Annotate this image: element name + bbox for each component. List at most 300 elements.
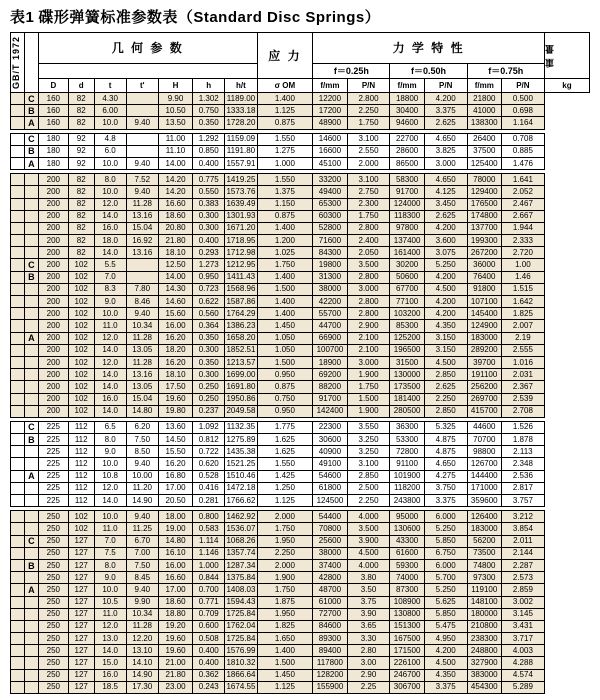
cell-h-over-t: 1301.93	[225, 210, 257, 222]
cell-P-025: 2.90	[347, 669, 390, 681]
cell-h-over-t: 1472.18	[225, 482, 257, 494]
cell-f-025: 61800	[313, 482, 347, 494]
table-row	[11, 681, 590, 693]
table-row	[11, 495, 590, 507]
cell-f-075: 26400	[467, 133, 501, 145]
row-std-cell	[11, 547, 25, 559]
cell-t: 12.0	[94, 356, 126, 368]
cell-d: 102	[68, 308, 94, 320]
cell-f-025: 88200	[313, 381, 347, 393]
row-std-cell	[11, 259, 25, 271]
cell-f-075: 36000	[467, 259, 501, 271]
cell-h-over-t: 1287.34	[225, 559, 257, 571]
cell-P-025: 2.800	[347, 222, 390, 234]
cell-H: 14.20	[158, 186, 192, 198]
cell-H: 21.80	[158, 235, 192, 247]
cell-D: 250	[38, 535, 68, 547]
row-series-label	[24, 620, 38, 632]
cell-sigma: 1.400	[257, 271, 313, 283]
cell-h-over-t: 1419.25	[225, 174, 257, 186]
col-f-025: f/mm	[313, 79, 347, 93]
cell-h: 0.771	[193, 596, 225, 608]
cell-f-025: 100700	[313, 344, 347, 356]
cell-h-over-t: 1462.92	[225, 511, 257, 523]
cell-D: 200	[38, 259, 68, 271]
cell-f-075: 41000	[467, 105, 501, 117]
cell-H: 12.50	[158, 259, 192, 271]
table-row	[11, 547, 590, 559]
cell-f-050: 61600	[390, 547, 424, 559]
cell-H: 16.10	[158, 547, 192, 559]
cell-D: 250	[38, 511, 68, 523]
cell-h-over-t: 1594.43	[225, 596, 257, 608]
cell-sigma: 1.950	[257, 535, 313, 547]
cell-f-050: 30200	[390, 259, 424, 271]
row-std-cell	[11, 369, 25, 381]
table-row	[11, 458, 590, 470]
row-std-cell	[11, 421, 25, 433]
table-row	[11, 535, 590, 547]
cell-f-050: 125200	[390, 332, 424, 344]
cell-t: 11.0	[94, 523, 126, 535]
cell-P-025: 2.850	[347, 470, 390, 482]
cell-f-050: 86500	[390, 157, 424, 169]
cell-P-025: 3.00	[347, 657, 390, 669]
cell-P-025: 2.900	[347, 320, 390, 332]
cell-t: 8.3	[94, 283, 126, 295]
cell-f-025: 71600	[313, 235, 347, 247]
cell-sigma: 1.275	[257, 145, 313, 157]
cell-P-025: 3.900	[347, 535, 390, 547]
cell-tprime: 11.28	[126, 332, 158, 344]
row-series-label	[24, 633, 38, 645]
cell-h-over-t: 1435.38	[225, 446, 257, 458]
cell-D: 160	[38, 105, 68, 117]
cell-sigma: 1.250	[257, 482, 313, 494]
cell-f-025: 128200	[313, 669, 347, 681]
geometry-spacer	[38, 64, 257, 79]
row-std-cell	[11, 344, 25, 356]
row-std-cell	[11, 271, 25, 283]
cell-P-050: 4.500	[424, 283, 467, 295]
std-col-header: GB/T 1972	[11, 33, 25, 93]
cell-f-025: 30600	[313, 434, 347, 446]
cell-tprime: 16.92	[126, 235, 158, 247]
cell-h: 0.812	[193, 434, 225, 446]
cell-P-025: 2.80	[347, 645, 390, 657]
cell-P-025: 2.500	[347, 482, 390, 494]
cell-sigma: 2.250	[257, 547, 313, 559]
cell-tprime: 8.50	[126, 446, 158, 458]
cell-sigma: 1.750	[257, 259, 313, 271]
cell-t: 8.0	[94, 434, 126, 446]
cell-t: 14.0	[94, 344, 126, 356]
cell-f-075: 119100	[467, 584, 501, 596]
table-row	[11, 645, 590, 657]
cell-t: 14.0	[94, 247, 126, 259]
cell-h: 0.850	[193, 145, 225, 157]
cell-f-075: 91800	[467, 283, 501, 295]
cell-P-075: 4.003	[501, 645, 544, 657]
cell-H: 15.50	[158, 446, 192, 458]
cell-h-over-t: 1557.91	[225, 157, 257, 169]
cell-P-025: 3.75	[347, 596, 390, 608]
cell-D: 250	[38, 523, 68, 535]
cell-D: 200	[38, 356, 68, 368]
cell-sigma: 1.650	[257, 633, 313, 645]
row-std-cell	[11, 186, 25, 198]
row-std-cell	[11, 222, 25, 234]
cell-f-050: 226100	[390, 657, 424, 669]
cell-P-075: 1.825	[501, 308, 544, 320]
cell-f-050: 18800	[390, 93, 424, 105]
cell-H: 14.20	[158, 174, 192, 186]
cell-P-050: 4.650	[424, 174, 467, 186]
cell-P-075: 1.00	[501, 259, 544, 271]
cell-h-over-t: 1275.89	[225, 434, 257, 446]
cell-H: 19.20	[158, 620, 192, 632]
cell-h-over-t: 1639.49	[225, 198, 257, 210]
cell-h: 0.350	[193, 356, 225, 368]
cell-D: 200	[38, 186, 68, 198]
cell-H: 16.00	[158, 559, 192, 571]
cell-h: 0.350	[193, 332, 225, 344]
cell-P-050: 3.150	[424, 332, 467, 344]
cell-h: 0.950	[193, 271, 225, 283]
cell-P-025: 1.750	[347, 210, 390, 222]
cell-f-075: 97300	[467, 572, 501, 584]
col-weight-unit: kg	[544, 79, 589, 93]
cell-f-075: 267200	[467, 247, 501, 259]
cell-tprime: 14.80	[126, 405, 158, 417]
cell-P-025: 2.550	[347, 145, 390, 157]
cell-f-025: 14600	[313, 133, 347, 145]
cell-tprime: 17.30	[126, 681, 158, 693]
cell-h: 0.622	[193, 296, 225, 308]
col-sigma: σ OM	[257, 79, 313, 93]
cell-D: 250	[38, 633, 68, 645]
cell-P-025: 3.100	[347, 174, 390, 186]
cell-P-075: 4.574	[501, 669, 544, 681]
row-std-cell	[11, 535, 25, 547]
table-row	[11, 523, 590, 535]
cell-P-075: 1.878	[501, 434, 544, 446]
col-t: t	[94, 79, 126, 93]
cell-t: 12.0	[94, 620, 126, 632]
cell-P-050: 4.125	[424, 186, 467, 198]
col-H: H	[158, 79, 192, 93]
cell-P-075: 3.212	[501, 511, 544, 523]
cell-H: 18.60	[158, 210, 192, 222]
cell-P-025: 2.750	[347, 186, 390, 198]
table-row	[11, 405, 590, 417]
cell-tprime: 7.50	[126, 559, 158, 571]
cell-tprime: 11.28	[126, 356, 158, 368]
cell-D: 200	[38, 369, 68, 381]
row-series-label	[24, 657, 38, 669]
cell-f-075: 210800	[467, 620, 501, 632]
cell-tprime: 13.05	[126, 381, 158, 393]
row-std-cell	[11, 681, 25, 693]
cell-H: 16.20	[158, 332, 192, 344]
row-series-label	[24, 283, 38, 295]
cell-H: 10.50	[158, 105, 192, 117]
cell-P-050: 2.250	[424, 393, 467, 405]
cell-P-050: 4.500	[424, 657, 467, 669]
col-f-050: f/mm	[390, 79, 424, 93]
cell-f-025: 142400	[313, 405, 347, 417]
cell-sigma: 0.875	[257, 210, 313, 222]
cell-h-over-t: 1764.29	[225, 308, 257, 320]
cell-t: 14.0	[94, 381, 126, 393]
cell-f-025: 124500	[313, 495, 347, 507]
cell-tprime: 13.16	[126, 210, 158, 222]
cell-t: 10.0	[94, 308, 126, 320]
cell-P-075: 1.46	[501, 271, 544, 283]
cell-t: 12.0	[94, 332, 126, 344]
cell-P-025: 4.500	[347, 547, 390, 559]
cell-tprime: 14.10	[126, 657, 158, 669]
cell-P-025: 3.50	[347, 584, 390, 596]
cell-D: 250	[38, 657, 68, 669]
cell-f-050: 173500	[390, 381, 424, 393]
cell-f-050: 137400	[390, 235, 424, 247]
cell-f-025: 52800	[313, 222, 347, 234]
cell-t: 18.5	[94, 681, 126, 693]
cell-P-075: 2.555	[501, 344, 544, 356]
table-row	[11, 117, 590, 129]
cell-h: 0.583	[193, 523, 225, 535]
cell-P-050: 3.000	[424, 157, 467, 169]
cell-P-050: 2.625	[424, 210, 467, 222]
cell-D: 225	[38, 446, 68, 458]
row-series-label: A	[24, 332, 38, 344]
cell-P-050: 3.450	[424, 198, 467, 210]
cell-d: 112	[68, 434, 94, 446]
row-std-cell	[11, 470, 25, 482]
cell-t: 10.0	[94, 511, 126, 523]
row-std-cell	[11, 559, 25, 571]
cell-h: 0.364	[193, 320, 225, 332]
cell-f-025: 18900	[313, 356, 347, 368]
cell-P-025: 3.000	[347, 283, 390, 295]
table-row	[11, 572, 590, 584]
cell-sigma: 1.400	[257, 93, 313, 105]
table-row	[11, 105, 590, 117]
row-series-label	[24, 222, 38, 234]
cell-h-over-t: 1375.84	[225, 572, 257, 584]
cell-D: 200	[38, 271, 68, 283]
cell-D: 225	[38, 482, 68, 494]
cell-f-050: 43300	[390, 535, 424, 547]
cell-H: 16.20	[158, 356, 192, 368]
cell-sigma: 0.875	[257, 381, 313, 393]
row-std-cell	[11, 133, 25, 145]
cell-sigma: 1.125	[257, 495, 313, 507]
cell-f-050: 151300	[390, 620, 424, 632]
row-series-label: B	[24, 559, 38, 571]
table-row	[11, 320, 590, 332]
cell-f-025: 60300	[313, 210, 347, 222]
cell-H: 17.50	[158, 381, 192, 393]
cell-P-050: 3.825	[424, 145, 467, 157]
cell-f-050: 171500	[390, 645, 424, 657]
cell-h: 0.400	[193, 235, 225, 247]
cell-H: 19.00	[158, 523, 192, 535]
cell-f-050: 103200	[390, 308, 424, 320]
cell-D: 200	[38, 308, 68, 320]
cell-D: 200	[38, 296, 68, 308]
load-group-075: f＝0.75h	[467, 64, 544, 79]
cell-h: 1.302	[193, 93, 225, 105]
cell-P-025: 4.000	[347, 511, 390, 523]
cell-h: 0.300	[193, 344, 225, 356]
cell-d: 127	[68, 559, 94, 571]
cell-f-050: 53300	[390, 434, 424, 446]
cell-D: 200	[38, 320, 68, 332]
cell-P-050: 3.375	[424, 105, 467, 117]
cell-sigma: 1.200	[257, 235, 313, 247]
cell-sigma: 2.000	[257, 511, 313, 523]
cell-f-050: 85300	[390, 320, 424, 332]
cell-H: 18.10	[158, 369, 192, 381]
cell-h-over-t: 2049.58	[225, 405, 257, 417]
cell-P-050: 3.375	[424, 681, 467, 693]
cell-h: 0.550	[193, 186, 225, 198]
cell-f-050: 243800	[390, 495, 424, 507]
cell-D: 200	[38, 283, 68, 295]
row-std-cell	[11, 596, 25, 608]
cell-d: 127	[68, 645, 94, 657]
row-series-label	[24, 393, 38, 405]
row-std-cell	[11, 157, 25, 169]
cell-P-025: 1.500	[347, 393, 390, 405]
cell-H: 14.80	[158, 535, 192, 547]
cell-f-075: 176500	[467, 198, 501, 210]
cell-f-025: 40900	[313, 446, 347, 458]
row-series-label: A	[24, 157, 38, 169]
cell-tprime: 9.90	[126, 596, 158, 608]
cell-f-025: 55700	[313, 308, 347, 320]
cell-h: 0.775	[193, 174, 225, 186]
cell-H: 16.20	[158, 458, 192, 470]
cell-H: 19.80	[158, 405, 192, 417]
cell-h: 1.273	[193, 259, 225, 271]
cell-P-075: 1.515	[501, 283, 544, 295]
cell-P-025: 2.250	[347, 495, 390, 507]
cell-P-025: 3.500	[347, 523, 390, 535]
cell-D: 160	[38, 117, 68, 129]
cell-d: 102	[68, 271, 94, 283]
cell-h-over-t: 1725.84	[225, 633, 257, 645]
cell-f-075: 73500	[467, 547, 501, 559]
cell-sigma: 1.450	[257, 320, 313, 332]
cell-H: 16.60	[158, 572, 192, 584]
cell-D: 250	[38, 669, 68, 681]
cell-P-075: 3.002	[501, 596, 544, 608]
row-series-label	[24, 572, 38, 584]
cell-P-025: 3.90	[347, 608, 390, 620]
cell-D: 200	[38, 344, 68, 356]
cell-f-025: 37400	[313, 559, 347, 571]
cell-H: 16.80	[158, 470, 192, 482]
cell-D: 250	[38, 620, 68, 632]
cell-f-025: 84300	[313, 247, 347, 259]
cell-t: 14.0	[94, 405, 126, 417]
cell-h-over-t: 1587.86	[225, 296, 257, 308]
cell-f-075: 359600	[467, 495, 501, 507]
cell-tprime: 14.90	[126, 669, 158, 681]
cell-f-025: 16600	[313, 145, 347, 157]
cell-D: 200	[38, 235, 68, 247]
row-series-label	[24, 446, 38, 458]
cell-P-075: 4.288	[501, 657, 544, 669]
geometry-header: 几 何 参 数	[38, 33, 257, 64]
cell-t: 10.0	[94, 186, 126, 198]
cell-P-075: 1.476	[501, 157, 544, 169]
row-std-cell	[11, 320, 25, 332]
cell-P-050: 4.650	[424, 458, 467, 470]
cell-P-075: 0.698	[501, 105, 544, 117]
cell-f-025: 19800	[313, 259, 347, 271]
cell-h-over-t: 1691.80	[225, 381, 257, 393]
cell-P-075: 3.431	[501, 620, 544, 632]
cell-P-025: 2.800	[347, 271, 390, 283]
cell-sigma: 1.125	[257, 681, 313, 693]
cell-h-over-t: 1766.62	[225, 495, 257, 507]
cell-tprime: 9.40	[126, 584, 158, 596]
cell-f-075: 129400	[467, 186, 501, 198]
cell-tprime: 12.20	[126, 633, 158, 645]
cell-d: 82	[68, 93, 94, 105]
cell-t: 5.5	[94, 259, 126, 271]
cell-P-075: 0.885	[501, 145, 544, 157]
table-row	[11, 198, 590, 210]
cell-D: 200	[38, 405, 68, 417]
cell-h: 1.292	[193, 133, 225, 145]
col-P-025: P/N	[347, 79, 390, 93]
cell-h: 1.146	[193, 547, 225, 559]
cell-d: 102	[68, 344, 94, 356]
cell-P-075: 2.817	[501, 482, 544, 494]
cell-t: 16.0	[94, 222, 126, 234]
cell-h-over-t: 1408.03	[225, 584, 257, 596]
cell-t: 10.0	[94, 117, 126, 129]
cell-d: 82	[68, 247, 94, 259]
cell-h-over-t: 1810.32	[225, 657, 257, 669]
cell-f-050: 50600	[390, 271, 424, 283]
cell-P-075: 2.333	[501, 235, 544, 247]
cell-tprime	[126, 145, 158, 157]
cell-P-050: 6.000	[424, 559, 467, 571]
cell-P-025: 2.100	[347, 344, 390, 356]
table-number: 表1	[10, 9, 35, 26]
cell-h: 1.092	[193, 421, 225, 433]
row-std-cell	[11, 210, 25, 222]
table-row	[11, 608, 590, 620]
cell-t: 10.0	[94, 458, 126, 470]
row-std-cell	[11, 405, 25, 417]
cell-tprime	[126, 133, 158, 145]
cell-P-025: 3.550	[347, 421, 390, 433]
cell-d: 127	[68, 596, 94, 608]
cell-f-025: 48900	[313, 117, 347, 129]
table-row	[11, 633, 590, 645]
cell-t: 12.0	[94, 482, 126, 494]
cell-f-075: 183000	[467, 332, 501, 344]
cell-sigma: 1.400	[257, 222, 313, 234]
cell-h-over-t: 1189.00	[225, 93, 257, 105]
